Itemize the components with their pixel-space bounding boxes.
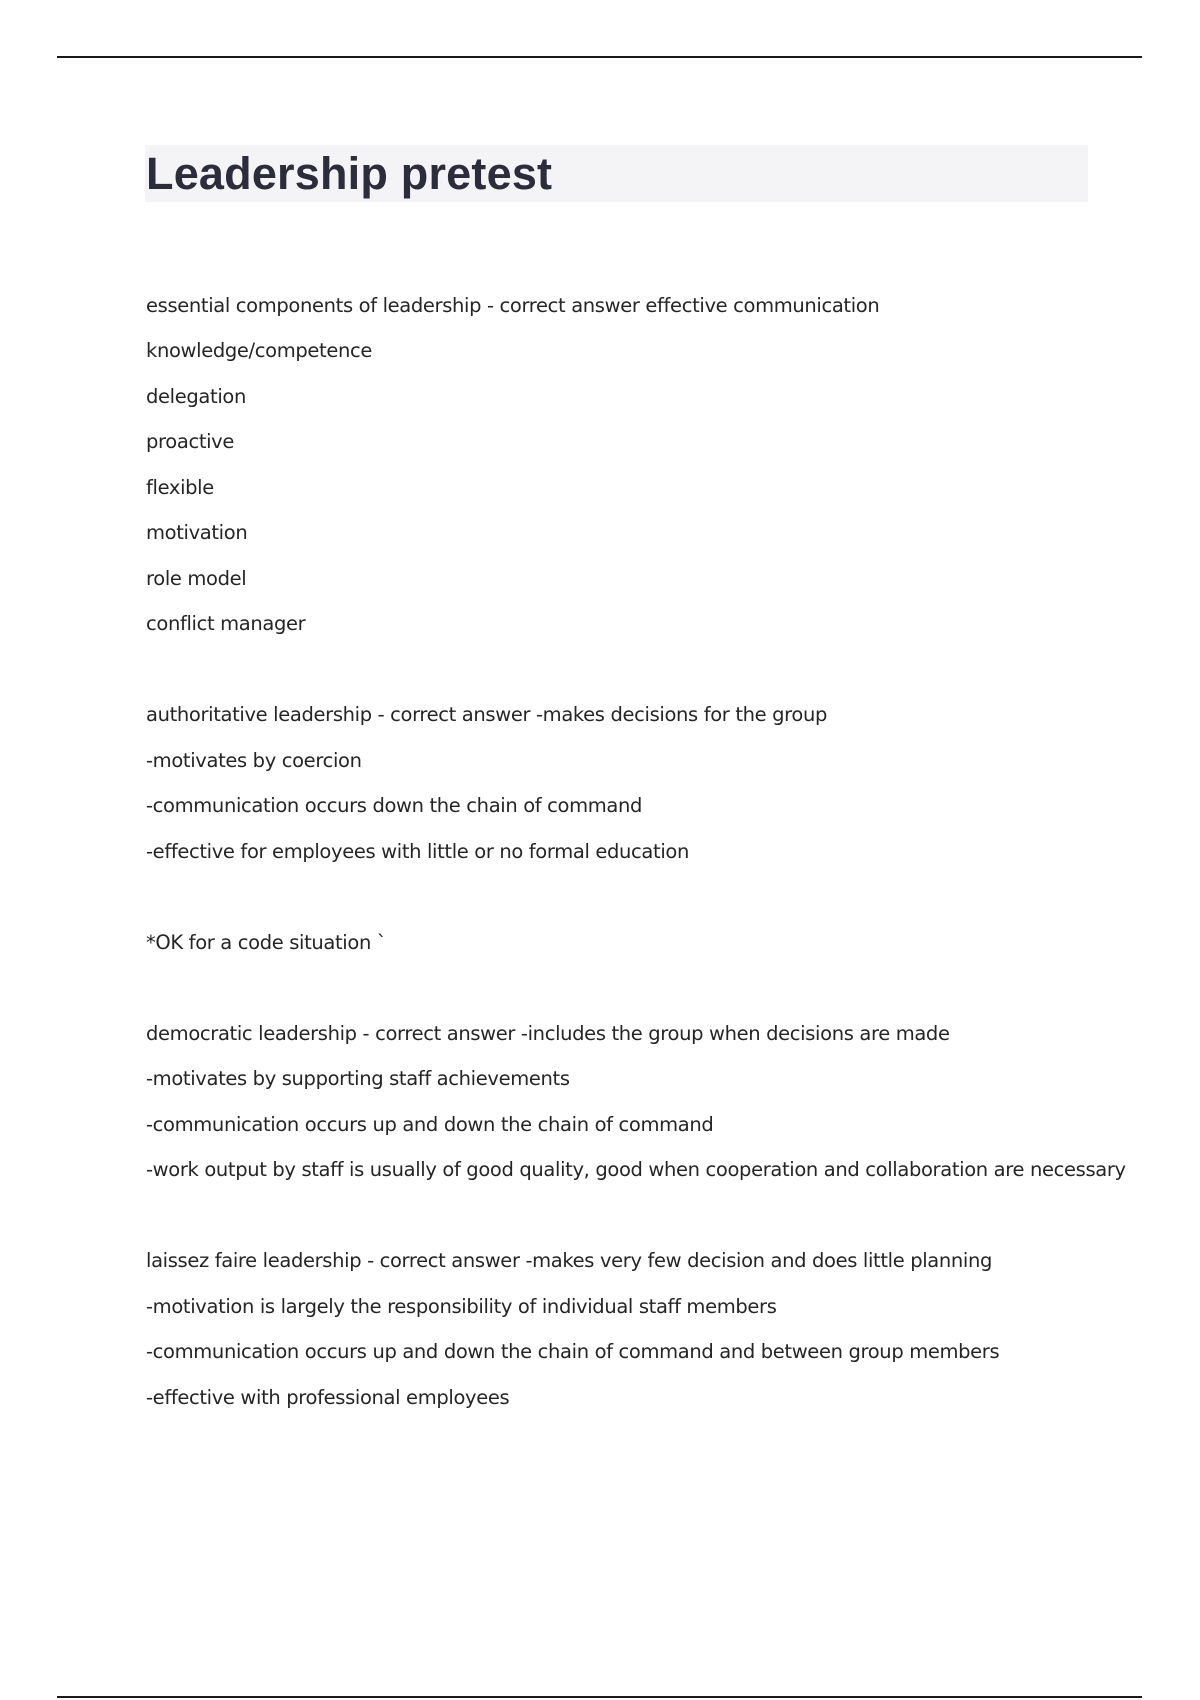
qa-answer-line: -motivates by coercion — [146, 749, 362, 772]
qa-answer-line: conflict manager — [146, 612, 306, 635]
qa-answer-line: proactive — [146, 430, 235, 453]
qa-answer-line: -motivates by supporting staff achievements — [146, 1067, 570, 1090]
qa-note-line: *OK for a code situation ` — [146, 931, 387, 954]
qa-answer-line: -effective for employees with little or no formal education — [146, 840, 689, 863]
qa-answer-line: flexible — [146, 476, 214, 499]
page-title: Leadership pretest — [146, 148, 553, 199]
qa-answer-line: knowledge/competence — [146, 339, 373, 362]
qa-answer-line: -communication occurs up and down the chain of command and between group members — [146, 1340, 1000, 1363]
footer-rule — [57, 1696, 1142, 1698]
qa-answer-line: -communication occurs down the chain of command — [146, 794, 643, 817]
qa-answer-line: -effective with professional employees — [146, 1386, 510, 1409]
qa-answer-line: role model — [146, 567, 247, 590]
header-rule — [57, 56, 1142, 58]
qa-answer-line: delegation — [146, 385, 246, 408]
qa-question-line: democratic leadership - correct answer -includes the group when decisions are made — [146, 1022, 950, 1045]
qa-question-line: authoritative leadership - correct answer -makes decisions for the group — [146, 703, 827, 726]
qa-question-line: laissez faire leadership - correct answer -makes very few decision and does little planning — [146, 1249, 993, 1272]
qa-answer-line: -motivation is largely the responsibility of individual staff members — [146, 1295, 777, 1318]
qa-answer-line: -communication occurs up and down the chain of command — [146, 1113, 714, 1136]
qa-question-line: essential components of leadership - correct answer effective communication — [146, 294, 880, 317]
qa-answer-line: -work output by staff is usually of good quality, good when cooperation and collaboration are necessary — [146, 1158, 1126, 1181]
qa-answer-line: motivation — [146, 521, 248, 544]
